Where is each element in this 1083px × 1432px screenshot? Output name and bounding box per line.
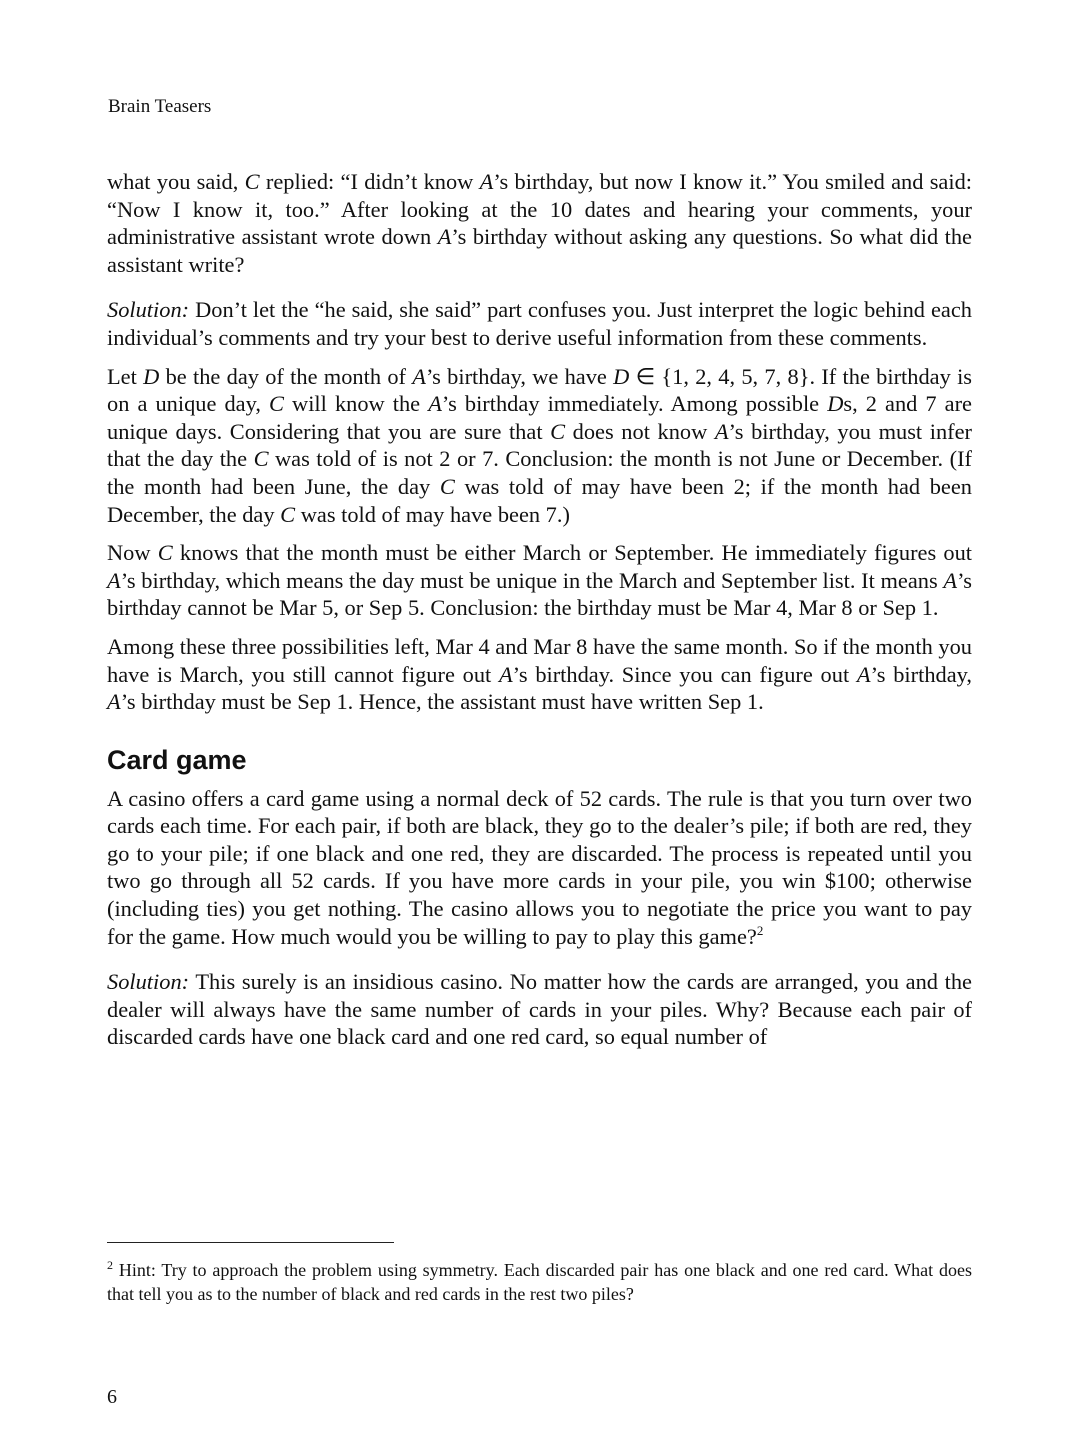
paragraph-puzzle-end — [107, 168, 972, 278]
variable: D — [613, 363, 630, 389]
footnote-divider — [107, 1242, 394, 1243]
text-run: ’s birthday immediately. Among possible — [441, 391, 828, 417]
text-run: ’s birthday, you must infer that the day the — [107, 418, 972, 472]
text-run: Don’t let the “he said, she said” part confuses you. Just interpret the logic behind each individual’s comments and try your best to derive useful information from these comments. — [107, 297, 972, 350]
variable: A — [714, 418, 729, 444]
text-run: ’s birthday, but now I know it.” You smiled and said: “Now I know it, too.” After looking at the 10 dates and hearing your comments, your administrative assistant wrote down — [107, 169, 973, 250]
variable: C — [244, 169, 260, 194]
paragraph-card-solution — [107, 968, 972, 1051]
text-run: Let — [107, 363, 144, 389]
page-number: 6 — [107, 1386, 117, 1408]
text-run: was told of is not 2 or 7. Conclusion: the month is not June or December. (If the month had been June, the day — [107, 446, 972, 499]
text-run: what you said, — [107, 169, 245, 194]
variable: A — [479, 169, 494, 194]
variable: C — [439, 473, 455, 499]
text-run: ’s birthday, we have — [425, 363, 614, 389]
footnote-mark: 2 — [107, 1258, 113, 1272]
variable: A — [943, 567, 958, 593]
variable: D — [143, 363, 160, 389]
text-run: be the day of the month of — [159, 363, 413, 389]
text-run: replied: “I didn’t know — [259, 169, 480, 194]
set-expression: ∈ {1, 2, 4, 5, 7, 8} — [629, 363, 810, 389]
text-run: . If the birthday is on a unique day, — [107, 363, 972, 417]
text-run: A casino offers a card game using a normal deck of 52 cards. The rule is that you turn over two cards each time. For each pair, if both are black, they go to the dealer’s pile; if both are red, they go to your pile; if one black and one red, they are discarded. The process is repeated until you two go through all 52 cards. If you have more cards in your pile, you win $100; otherwise (including ties) you get nothing. The casino allows you to negotiate the price you want to pay for the game. How much would you be willing to pay to play this game? — [107, 785, 972, 949]
variable: C — [269, 391, 284, 417]
footnote — [107, 1258, 972, 1306]
text-run: Among these three possibilities left, Mar 4 and Mar 8 have the same month. So if the month you have is March, you still cannot figure out — [107, 633, 972, 687]
solution-label: Solution: — [107, 297, 190, 323]
variable: A — [498, 661, 513, 687]
text-run: does not know — [565, 418, 715, 444]
footnote-reference: 2 — [756, 922, 764, 938]
variable: A — [428, 391, 442, 417]
running-head: Brain Teasers — [108, 96, 212, 117]
text-run: ’s birthday cannot be Mar 5, or Sep 5. Conclusion: the birthday must be Mar 4, Mar 8 or Sep 1. — [107, 567, 972, 621]
text-run: ’s birthday without asking any questions. So what did the assistant write? — [107, 224, 972, 277]
body-text — [107, 168, 972, 1062]
text-run: Now — [107, 540, 158, 566]
solution-label: Solution: — [107, 969, 190, 995]
text-run: ’s birthday must be Sep 1. Hence, the assistant must have written Sep 1. — [120, 689, 764, 715]
text-run: ’s birthday, which means the day must be unique in the March and September list. It means — [120, 567, 944, 593]
text-run: This surely is an insidious casino. No matter how the cards are arranged, you and the dealer will always have the same number of cards in your piles. Why? Because each pair of discarded cards have one black card and one red card, so equal number of — [107, 969, 972, 1050]
text-run: will know the — [283, 391, 429, 417]
variable: A — [107, 567, 121, 593]
variable: C — [253, 446, 269, 472]
text-run: knows that the month must be either March or September. He immediately figures out — [172, 540, 973, 566]
variable: C — [157, 540, 173, 566]
section-heading: Card game — [107, 744, 247, 775]
paragraph-final-answer — [107, 633, 972, 716]
footnote-text: Hint: Try to approach the problem using symmetry. Each discarded pair has one black and one red card. What does that tell you as to the number of black and red cards in the rest two piles? — [107, 1260, 972, 1304]
variable: C — [280, 501, 296, 527]
text-run: ’s birthday. Since you can figure out — [512, 661, 857, 687]
variable: D — [827, 391, 844, 417]
paragraph-solution-intro — [107, 296, 972, 351]
text-run: s, 2 and 7 are unique days. Considering that you are sure that — [107, 391, 972, 444]
text-run: ’s birthday, — [870, 661, 972, 687]
paragraph-card-game — [107, 785, 972, 951]
variable: A — [107, 689, 121, 715]
variable: C — [550, 418, 566, 444]
variable: A — [437, 224, 452, 250]
paragraph-month-analysis — [107, 539, 972, 622]
variable: A — [412, 363, 426, 389]
text-run: was told of may have been 2; if the month had been December, the day — [107, 473, 972, 527]
paragraph-day-analysis — [107, 363, 972, 529]
text-run: was told of may have been 7.) — [295, 501, 570, 527]
variable: A — [856, 661, 871, 687]
